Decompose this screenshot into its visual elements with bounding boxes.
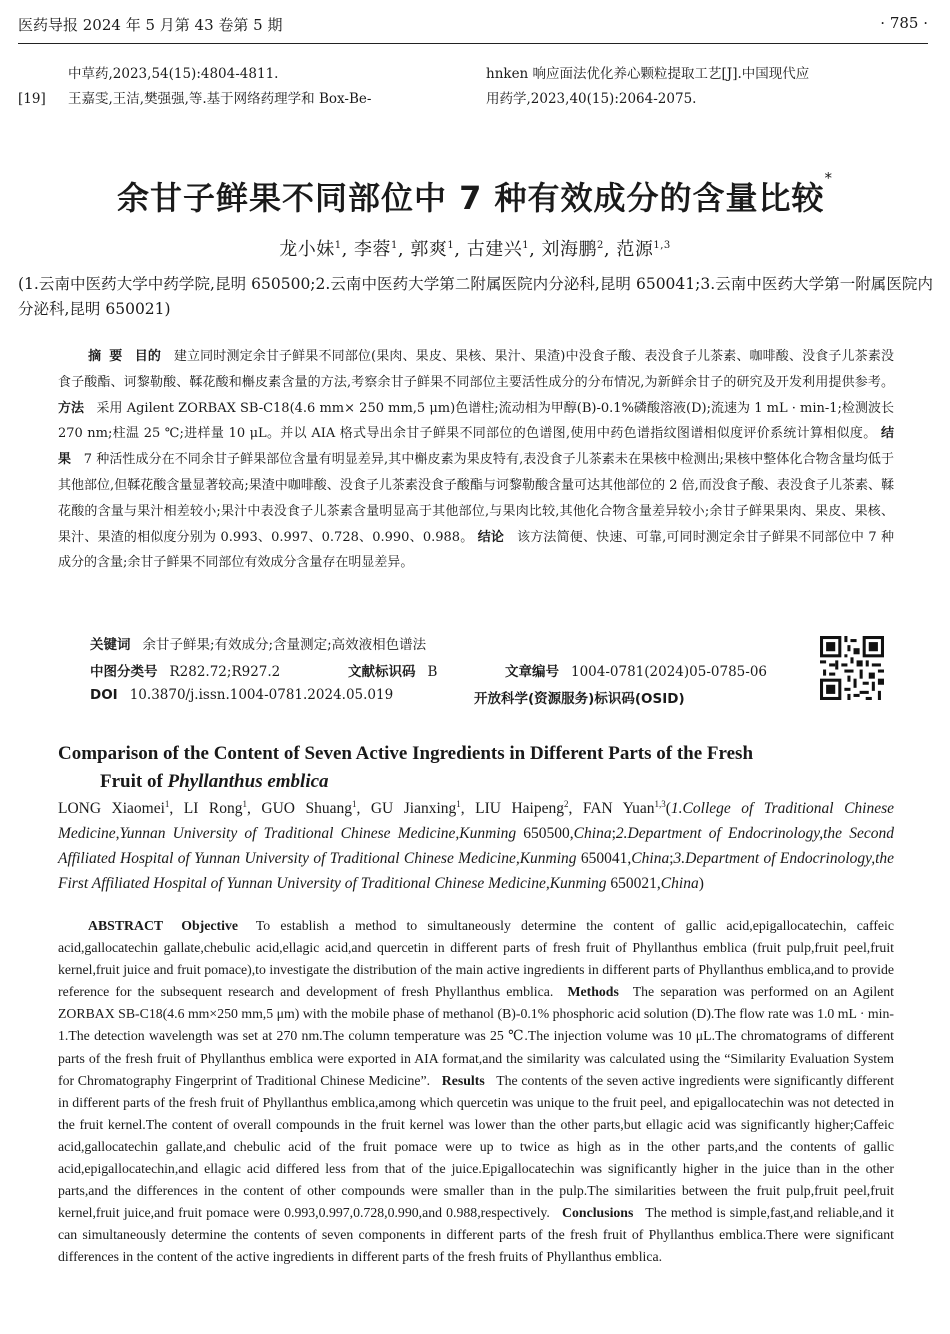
affiliation: 2.Department of Endocrinology,the Second Affiliated Hospital of Yunnan University of Traditional Chinese Medicine,Kunming: [58, 825, 894, 868]
species-name: Phyllanthus emblica: [167, 771, 329, 792]
author-affil-mark: 1,3: [653, 240, 671, 251]
author: 郭爽: [410, 239, 448, 260]
author: FAN Yuan: [582, 800, 655, 818]
abstract-label: ABSTRACT: [88, 918, 164, 933]
keywords-row: [90, 633, 426, 653]
country: China: [573, 825, 612, 843]
objective-text: To establish a method to simultaneously determine the content of gallic acid,epigallocatechin, caffeic acid,gallocatechin gallate,chebulic acid,ellagic acid,and quercetin in different parts of fresh fruit of Phyllanthus emblica (fruit pulp,fruit peel,fruit kernel,fruit juice and fruit pomace),to investigate the distribution of the main active ingredients in different parts of Phyllanthus emblica,and to provide reference for the subsequent research and development of fresh Phyllanthus emblica.: [58, 918, 894, 1000]
author: 刘海鹏: [541, 239, 598, 260]
author-affil-mark: 2: [563, 799, 569, 809]
affiliations: (1.云南中医药大学中药学院,昆明 650500;2.云南中医药大学第二附属医院内分泌科,昆明 650041;3.云南中医药大学第一附属医院内分泌科,昆明 650021): [18, 275, 933, 318]
clc-row: [90, 660, 280, 680]
conclusions-text: The method is simple,fast,and reliable,and it can simultaneously determine the contents of seven components in different parts of the fresh fruit of Phyllanthus emblica.There were significant differences in the content of the active ingredients in different parts of the fresh fruits of Phyllanthus emblica.: [58, 1205, 895, 1265]
author: 李蓉: [354, 239, 392, 260]
methods-label: 方法: [58, 400, 85, 416]
reference-line: 中草药,2023,54(15):4804-4811.: [68, 66, 279, 82]
header-rule: [18, 43, 928, 44]
reference-line: 用药学,2023,40(15):2064-2075.: [486, 91, 697, 107]
author-affil-mark: 1: [447, 240, 455, 251]
zip-code: 650021: [610, 875, 657, 893]
affiliation: 1.College of Traditional Chinese Medicine,Yunnan University of Traditional Chinese Medicine,Kunming: [58, 800, 895, 843]
author: LIU Haipeng: [475, 800, 564, 818]
reference-line: 王嘉雯,王洁,樊强强,等.基于网络药理学和 Box-Be-: [68, 91, 372, 107]
conclusions-label: 结论: [477, 529, 505, 545]
english-title-line: Comparison of the Content of Seven Active Ingredients in Different Parts of the Fresh: [58, 743, 754, 764]
author: LI Rong: [183, 800, 243, 818]
author-affil-mark: 1: [456, 799, 461, 809]
english-title-line: Fruit of: [100, 771, 168, 792]
english-authors: LONG Xiaomei$^1$, LI Rong$^1$, GUO Shuang$^1$, GU Jianxing$^1$, LIU Haipeng$^2$, FAN Yuan$^{1,3}$(1.College of Traditional Chinese Medicine,Yunnan University of Traditional Chinese Medicine,Kunming 650500,China;2.Department of Endocrinology,the Second Affiliated Hospital of Yunnan University of Traditional Chinese Medicine,Kunming 650041,China;3.Department of Endocrinology,the First Affiliated Hospital of Yunnan University of Traditional Chinese Medicine,Kunming 650021,China): [58, 799, 895, 893]
article-number-row: [505, 660, 767, 680]
page-number: · 785 ·: [880, 14, 928, 32]
affiliation: 3.Department of Endocrinology,the First Affiliated Hospital of Yunnan University of Traditional Chinese Medicine,Kunming: [58, 850, 895, 893]
author: LONG Xiaomei: [58, 800, 165, 818]
doi: 10.3870/j.issn.1004-0781.2024.05.019: [129, 687, 394, 703]
author: GU Jianxing: [370, 800, 457, 818]
doi-label: DOI: [90, 687, 118, 703]
country: China: [660, 875, 699, 893]
author-affil-mark: 1: [242, 799, 248, 809]
author-affil-mark: 2: [597, 240, 604, 251]
results-label: 结果: [58, 426, 895, 468]
author: GUO Shuang: [261, 800, 352, 818]
qr-code-icon[interactable]: [820, 636, 884, 700]
results-text: 7 种活性成分在不同余甘子鲜果部位含量有明显差异,其中槲皮素为果皮特有,表没食子儿茶素未在果核中检测出;果核中整体化合物含量均低于其他部位,但鞣花酸含量显著较高;果渣中咖啡酸、没食子儿茶素没食子酸酯与诃黎勒酸含量可达其他部位的 2 倍,而没食子酸、表没食子儿茶素、鞣花酸的含量与果汁相差较小;果汁中表没食子儿茶素含量明显高于其他部位,与果肉比较,其他化合物含量差异较小;余甘子鲜果果肉、果皮、果核、果汁、果渣的相似度分别为 0.993、0.997、0.728、0.990、0.988。: [58, 452, 894, 545]
reference-list-left: [18, 62, 458, 112]
title-footnote-mark: *: [824, 169, 834, 187]
doi-row: [90, 687, 393, 703]
author-affil-mark: 1: [391, 240, 398, 251]
objective-label: 目的: [134, 349, 162, 364]
abstract-label: 摘要: [88, 349, 131, 364]
osid-label: 开放科学(资源服务)标识码(OSID): [474, 691, 685, 707]
author: 古建兴: [466, 239, 523, 260]
country: China: [631, 850, 670, 868]
author-list: 龙小妹$^1$, 李蓉$^1$, 郭爽$^1$, 古建兴$^1$, 刘海鹏$^2$, 范源$^{1,3}$: [279, 239, 671, 260]
clc-label: 中图分类号: [90, 664, 158, 680]
author-affil-mark: 1: [164, 799, 170, 809]
zip-code: 650500: [523, 825, 570, 843]
article-number-label: 文章编号: [505, 664, 559, 680]
objective-label: Objective: [181, 918, 238, 933]
reference-line: hnken 响应面法优化养心颗粒提取工艺[J].中国现代应: [486, 66, 810, 82]
author-affil-mark: 1: [522, 240, 530, 251]
article-title: [0, 169, 950, 219]
osid-row: [474, 687, 685, 707]
reference-list-right: [486, 62, 936, 112]
english-title: [58, 740, 928, 796]
doc-code-row: [348, 660, 437, 680]
author-affil-mark: 1: [351, 799, 357, 809]
keywords: 余甘子鲜果;有效成分;含量测定;高效液相色谱法: [142, 637, 427, 653]
author-affil-mark: 1,3: [654, 799, 666, 809]
methods-text: 采用 Agilent ZORBAX SB-C18(4.6 mm× 250 mm,5 μm)色谱柱;流动相为甲醇(B)-0.1%磷酸溶液(D);流速为 1 mL · min-1;检测波长 270 nm;柱温 25 ℃;进样量 10 μL。并以 AIA 格式导出余甘子鲜果不同部位的色谱图,使用中药色谱指纹图谱相似度评价系统计算相似度。: [58, 400, 894, 442]
zip-code: 650041: [580, 850, 628, 868]
abstract-en: [58, 915, 894, 1269]
title-text: 余甘子鲜果不同部位中 7 种有效成分的含量比较: [116, 179, 825, 217]
clc-code: R282.72;R927.2: [169, 664, 281, 680]
doc-code-label: 文献标识码: [348, 664, 416, 680]
reference-number: [19]: [18, 91, 46, 107]
results-label: Results: [441, 1072, 485, 1088]
author-affil-mark: 1: [334, 240, 342, 251]
doc-code: B: [427, 664, 438, 680]
objective-text: 建立同时测定余甘子鲜果不同部位(果肉、果皮、果核、果汁、果渣)中没食子酸、表没食子儿茶素、咖啡酸、没食子儿茶素没食子酸酯、诃黎勒酸、鞣花酸和槲皮素含量的方法,考察余甘子鲜果不同部位主要活性成分的分布情况,为新鲜余甘子的研究及开发利用提供参考。: [58, 349, 894, 390]
journal-header: 医药导报 2024 年 5 月第 43 卷第 5 期: [18, 16, 283, 34]
methods-text: The separation was performed on an Agilent ZORBAX SB-C18(4.6 mm×250 mm,5 μm) with the mobile phase of methanol (B)-0.1% phosphoric acid solution (D).The flow rate was 1.0 mL · min-1.The detection wavelength was set at 270 nm.The column temperature was 25 ℃.The injection volume was 10 μL.The chromatograms of different parts of the fresh fruit of Phyllanthus emblica were exported in AIA format,and the similarity was calculated using the “Similarity Evaluation System for Chromatography Fingerprint of Traditional Chinese Medicine”.: [58, 984, 895, 1088]
methods-label: Methods: [567, 984, 619, 1000]
author: 范源: [616, 239, 654, 260]
results-text: The contents of the seven active ingredients were significantly different in different parts of the fresh fruit of Phyllanthus emblica,among which quercetin was unique to the fruit peel, and epigallocatechin was not detected in the fruit kernel.The content of overall compounds in the fruit kernel was lower than the other parts,but ellagic acid was significantly higher;Caffeic acid,gallocatechin gallate,and chebulic acid of the fruit pomace were up to twice as high as in the other parts,and the contents of gallic acid,epigallocatechin,and ellagic acid differed less from that of the juice.Epigallocatechin was significantly higher in the juice than in the other parts,and the differences in the content of other compounds were smaller than in the pulp.The similarities between the fruit pulp,fruit peel,fruit kernel,fruit juice,and fruit pomace were 0.993,0.997,0.728,0.990,and 0.988,respectively.: [58, 1072, 895, 1221]
author: 龙小妹: [279, 239, 335, 260]
keywords-label: 关键词: [90, 637, 131, 653]
article-number: 1004-0781(2024)05-0785-06: [571, 664, 768, 680]
conclusions-label: Conclusions: [562, 1205, 634, 1221]
conclusions-text: 该方法简便、快速、可靠,可同时测定余甘子鲜果不同部位中 7 种成分的含量;余甘子鲜果不同部位有效成分含量存在明显差异。: [58, 529, 895, 571]
abstract-cn: [58, 344, 894, 576]
